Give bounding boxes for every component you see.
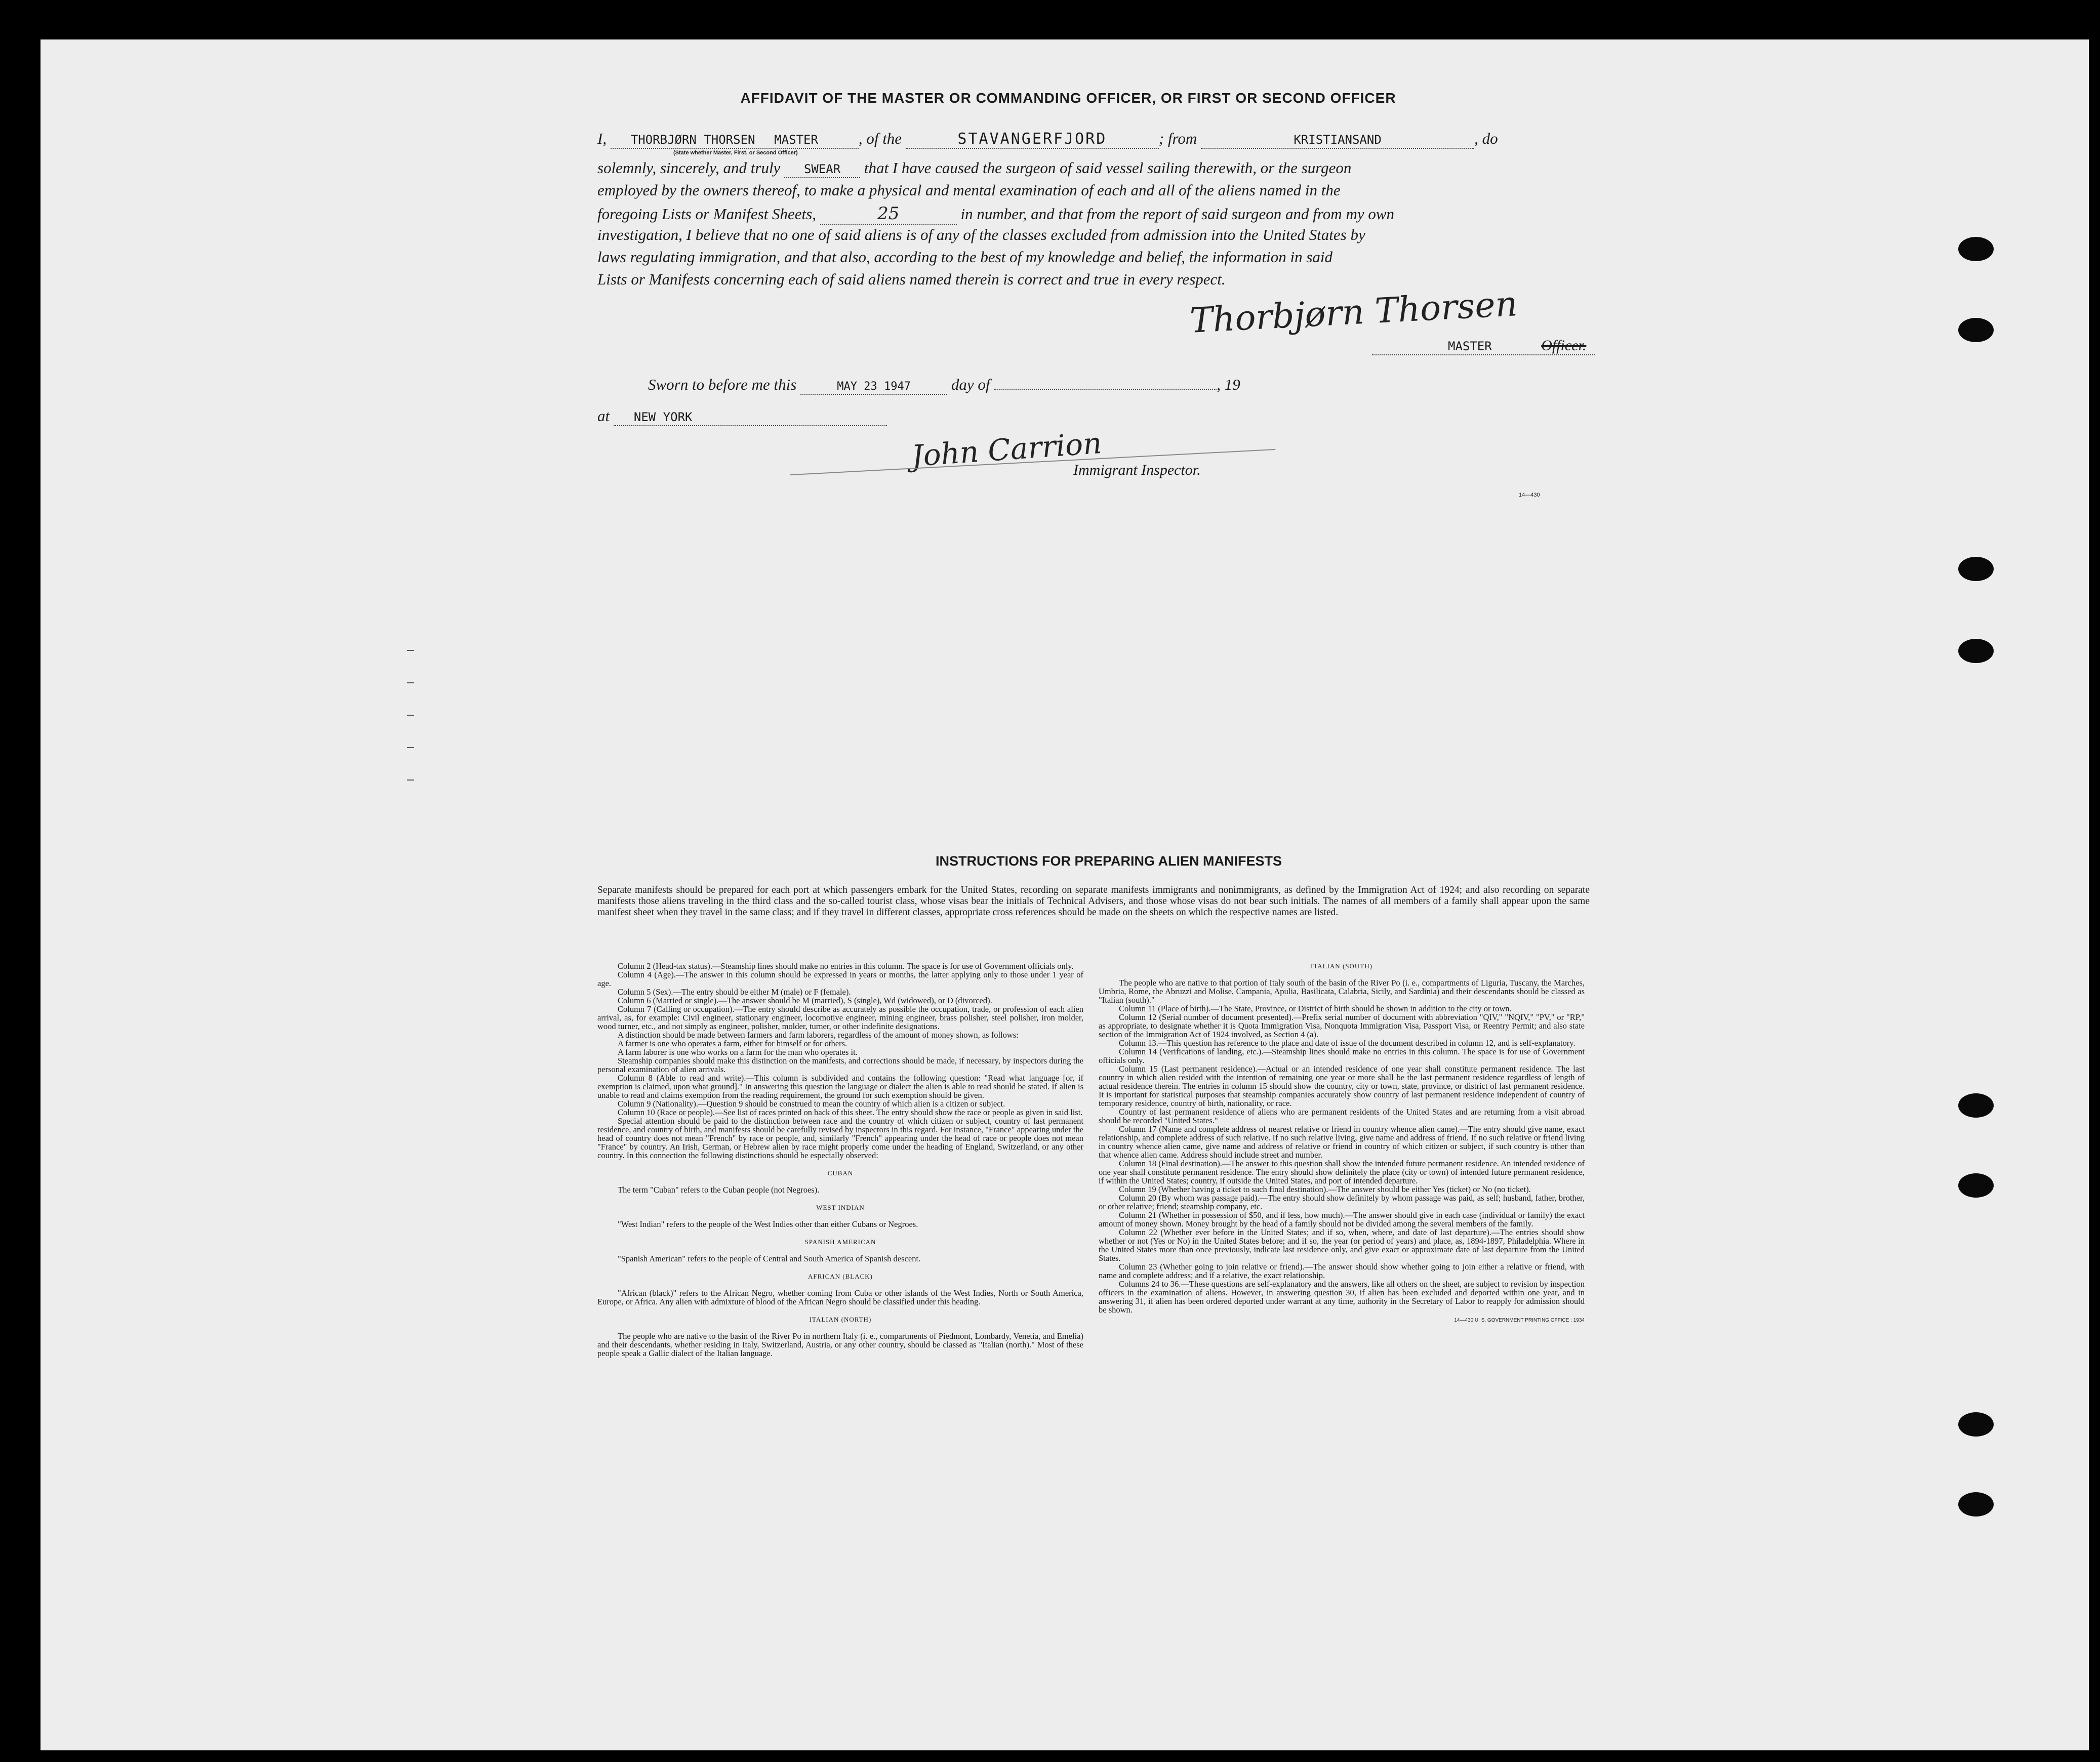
instructions-left-column: Column 2 (Head-tax status).—Steamship lines should make no entries in this column. The space is for use of Government officials only. Column 4 (Age).—The answer in this column should be expressed in years or months, the latter applying only to those under 1 year of age. Column 5 (Sex).—The entry should be either M (male) or F (female). Column 6 (Married or single).—The answer should be M (married), S (single), Wd (widowed), or D (divorced). Column 7 (Calling or occupation).—The entry should describe as accurately as possible the occupation, trade, or profession of each alien arrival, as, for example: Civil engineer, stationary engineer, locomotive engineer, mining engineer, brass polisher, steel polisher, iron molder, wood turner, etc., and not simply as engineer, polisher, molder, turner, or other indefinite designations. A distinction should be made between farmers and farm laborers, regardless of the amount of money shown, as follows: A farmer is one who operates a farm, either for himself or for others. A farm laborer is one who works on a farm for the man who operates it. Steamship companies should make this distinction on the manifests, and corrections should be made, if necessary, by inspectors during the personal examination of alien arrivals. Column 8 (Able to read and write).—This column is subdivided and contains the following question: "Read what language [or, if exemption is claimed, upon what ground]." In answering this question the language or dialect the alien is able to read should be stated. If alien is unable to read and claims exemption from the reading requirement, the ground for such exemption should be given. Column 9 (Nationality).—Question 9 should be construed to mean the country of which alien is a citizen or subject. Column 10 (Race or people).—See list of races printed on back of this sheet. The entry should show the race or people as given in said list. Special attention should be paid to the distinction between race and the country of which citizen or subject, country of last permanent residence, and country of birth, and manifests should be carefully revised by inspectors in this regard. For instance, "France" appearing under the head of country does not mean "French" by race or people, and, similarly "French" appearing under the head of race or people does not mean "France" by country. An Irish, German, or Hebrew alien by race might properly come under the heading of England, Switzerland, or any other country. In this connection the following distinctions should be especially observed: CUBAN The term "Cuban" refers to the Cuban people (not Negroes). WEST INDIAN "West Indian" refers to the people of the West Indies other than either Cubans or Negroes. SPANISH AMERICAN "Spanish American" refers to the people of Central and South America of Spanish descent. AFRICAN (BLACK) "African (black)" refers to the African Negro, whether coming from Cuba or other islands of the West Indies, North or South America, Europe, or Africa. Any alien with admixture of blood of the African Negro should be classified under this heading. ITALIAN (NORTH) The people who are native to the basin of the River Po in northern Italy (i. e., compartments of Piedmont, Lombardy, Venetia, and Emelia) and their descendants, whether residing in Italy, Switzerland, Austria, or any other country, should be classed as "Italian (north)." Most of these people speak a Gallic dialect of the Italian language. <box>597 961 1083 1358</box>
rank-note: (State whether Master, First, or Second Officer) <box>673 150 798 156</box>
affidavit-line-3: employed by the owners thereof, to make a physical and mental examination of each and all of the aliens named in the <box>597 181 1341 199</box>
heading-african: AFRICAN (BLACK) <box>807 1273 873 1280</box>
heading-italian-south: ITALIAN (SOUTH) <box>1311 962 1372 970</box>
instructions-title: INSTRUCTIONS FOR PREPARING ALIEN MANIFESTS <box>935 853 1282 869</box>
sworn-line: Sworn to before me this MAY 23 1947 day of , 19 <box>648 376 1640 395</box>
heading-spanish-american: SPANISH AMERICAN <box>804 1238 876 1246</box>
punch-hole <box>1958 318 1994 342</box>
departure-port: KRISTIANSAND <box>1294 133 1382 147</box>
affidavit-title: AFFIDAVIT OF THE MASTER OR COMMANDING OFFICER, OR FIRST OR SECOND OFFICER <box>740 90 1396 106</box>
heading-cuban: CUBAN <box>827 1169 854 1177</box>
heading-west-indian: WEST INDIAN <box>816 1204 865 1211</box>
sworn-place: NEW YORK <box>633 410 693 424</box>
master-rank: MASTER <box>774 133 818 147</box>
heading-italian-north: ITALIAN (NORTH) <box>809 1316 872 1323</box>
form-number-bottom: 14—430 U. S. GOVERNMENT PRINTING OFFICE : 1934 <box>1454 1318 1585 1323</box>
affidavit-line-2: solemnly, sincerely, and truly SWEAR that I have caused the surgeon of said vessel sailing therewith, or the surgeon <box>597 159 1590 178</box>
punch-hole <box>1958 557 1994 581</box>
manifest-sheet <box>41 39 2096 1750</box>
affidavit-line-1: I, THORBJØRN THORSEN MASTER , of the STAVANGERFJORD ; from KRISTIANSAND , do <box>597 130 1498 148</box>
master-name: THORBJØRN THORSEN <box>630 133 755 147</box>
place-line: at NEW YORK <box>597 407 1590 426</box>
officer-word: Officer. <box>1541 337 1587 354</box>
punch-hole <box>1958 639 1994 663</box>
oath-word: SWEAR <box>803 162 841 176</box>
punch-hole <box>1958 237 1994 261</box>
punch-hole <box>1958 1492 1994 1517</box>
punch-hole <box>1958 1173 1994 1198</box>
sheet-count: 25 <box>877 203 900 224</box>
master-signature: Thorbjørn Thorsen <box>1189 284 1519 341</box>
affidavit-line-5: investigation, I believe that no one of said aliens is of any of the classes excluded from admission into the United States by <box>597 226 1365 243</box>
form-number-top: 14—430 <box>1519 492 1540 498</box>
affidavit-line-7: Lists or Manifests concerning each of said aliens named therein is correct and true in every respect. <box>597 270 1226 288</box>
inspector-signature: John Carrion <box>910 425 1103 474</box>
punch-hole <box>1958 1093 1994 1118</box>
affidavit-line-4: foregoing Lists or Manifest Sheets, 25 in number, and that from the report of said surgeon and from my own <box>597 203 1395 224</box>
punch-hole <box>1958 1412 1994 1437</box>
officer-line <box>1372 337 1595 355</box>
scan-edge-right <box>2089 0 2100 1762</box>
vessel-name: STAVANGERFJORD <box>957 130 1107 148</box>
margin-tick <box>407 780 414 781</box>
margin-tick <box>407 682 414 683</box>
officer-rank: MASTER <box>1448 339 1492 353</box>
margin-tick <box>407 715 414 716</box>
margin-tick <box>407 650 414 651</box>
affidavit-line-6: laws regulating immigration, and that also, according to the best of my knowledge and belief, the information in said <box>597 248 1333 266</box>
margin-tick <box>407 747 414 748</box>
sworn-date: MAY 23 1947 <box>837 380 911 393</box>
instructions-right-column: ITALIAN (SOUTH) The people who are native to that portion of Italy south of the basin of the River Po (i. e., compartments of Liguria, Tuscany, the Marches, Umbria, Rome, the Abruzzi and Molise, Campania, Apulia, Basilicata, Calabria, Sicily, and Sardinia) and their descendants should be classed as "Italian (south)." Column 11 (Place of birth).—The State, Province, or District of birth should be shown in addition to the city or town. Column 12 (Serial number of document presented).—Prefix serial number of document with abbreviation "QIV," "NQIV," "PV," or "RP," as appropriate, to designate whether it is Quota Immigration Visa, Nonquota Immigration Visa, Passport Visa, or Reentry Permit; and also state section of the Immigration Act of 1924 involved, as Section 4 (a). Column 13.—This question has reference to the place and date of issue of the document described in column 12, and is self-explanatory. Column 14 (Verifications of landing, etc.).—Steamship lines should make no entries in this column. The space is for use of Government officials only. Column 15 (Last permanent residence).—Actual or an intended residence of one year shall constitute permanent residence. The last country in which alien resided with the intention of remaining one year or more shall be the last permanent residence regardless of length of actual residence therein. The entries in column 15 should show the country, city or town, state, province, or district of last permanent residence. It is important for statistical purposes that steamship companies accurately show country of last permanent residence independent of country of temporary residence, country of birth, nationality, or race. Country of last permanent residence of aliens who are permanent residents of the United States and are returning from a visit abroad should be recorded "United States." Column 17 (Name and complete address of nearest relative or friend in country whence alien came).—The entry should give name, exact relationship, and complete address of such relative. If no such relative living, give name and address of friend. If no such relative or friend living in country whence alien came, give name and address of relative or friend in country of which citizen or subject, if such country is other than that whence alien came. Address should include street and number. Column 18 (Final destination).—The answer to this question shall show the intended future permanent residence. An intended residence of one year shall constitute permanent residence. The entry should show definitely the place (city or town) of intended future permanent residence, if within the United States; country, if outside the United States, and port of intended departure. Column 19 (Whether having a ticket to such final destination).—The answer should be either Yes (ticket) or No (no ticket). Column 20 (By whom was passage paid).—The entry should show definitely by whom passage was paid, as self; husband, father, brother, or other relative; friend; steamship company, etc. Column 21 (Whether in possession of $50, and if less, how much).—The answer should give in each case (individual or family) the exact amount of money shown. Money brought by the head of a family should not be divided among the several members of the family. Column 22 (Whether ever before in the United States; and if so, when, where, and date of last departure).—The entries should show whether or not (Yes or No) in the United States before; and if so, the year (or period of years) and place, as, 1894-1897, Philadelphia. Where in the United States more than once previously, indicate last residence only, and give exact or approximate date of last departure from the United States. Column 23 (Whether going to join relative or friend).—The answer should show whether going to join either a relative or friend, with name and complete address; and if a relative, the exact relationship. Columns 24 to 36.—These questions are self-explanatory and the answers, like all others on the sheet, are subject to revision by inspection officers in the examination of aliens. However, in answering question 30, if alien has been excluded and deported within one year, and in answering 31, if alien has been ordered deported under warrant at any time, authority in the Secretary of Labor to reapply for admission should be shown. 14—430 U. S. GOVERNMENT PRINTING OFFICE : 1934 <box>1099 962 1585 1325</box>
instructions-intro: Separate manifests should be prepared for each port at which passengers embark for the United States, recording on separate manifests immigrants and nonimmigrants, as defined by the Immigration Act of 1924; and also recording on separate manifests those aliens traveling in the third class and the so-called tourist class, whose visas bear the initials of Technical Advisers, and those whose visas do not bear such initials. The names of all members of a family shall appear upon the same manifest sheet when they travel in the same class; and if they travel in different classes, appropriate cross references should be made on the sheets on which the respective names are listed. <box>597 885 1590 918</box>
inspector-title: Immigrant Inspector. <box>1073 462 1201 478</box>
